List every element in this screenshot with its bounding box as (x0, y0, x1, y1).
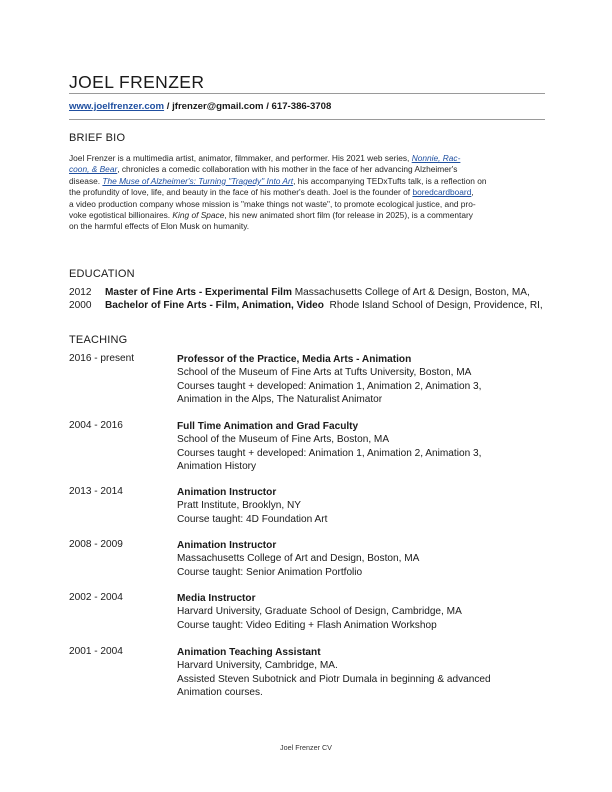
teaching-entry (177, 539, 419, 579)
teaching-detail: School of the Museum of Fine Arts at Tufts University, Boston, MA (177, 367, 472, 379)
teaching-years: 2013 - 2014 (69, 486, 123, 497)
bio-text: the profundity of love, life, and beauty in the face of his mother's death. Joel is the founder of (69, 187, 413, 198)
bio-text: voke egotistical billionaires. (69, 210, 173, 221)
teaching-entry (177, 353, 481, 407)
education-year: 2000 (69, 300, 92, 311)
teaching-years: 2008 - 2009 (69, 539, 123, 550)
web-series-link[interactable]: coon, & Bear (69, 164, 118, 175)
teaching-detail: Animation History (177, 461, 257, 473)
bio-heading: BRIEF BIO (69, 132, 126, 144)
teaching-detail: Course taught: Senior Animation Portfolio (177, 566, 363, 578)
boredcardboard-link[interactable]: boredcardboard (412, 187, 472, 198)
header-divider-bottom (69, 119, 545, 120)
education-year: 2012 (69, 287, 92, 298)
phone-text: 617-386-3708 (271, 101, 332, 112)
header-divider-top (69, 93, 545, 94)
ted-talk-link[interactable]: The Muse of Alzheimer's: Turning "Tragedy" Into Art (102, 175, 294, 186)
teaching-years: 2016 - present (69, 353, 135, 364)
teaching-detail: Pratt Institute, Brooklyn, NY (177, 500, 301, 512)
bio-text: , his accompanying TEDxTufts talk, is a reflection on (293, 175, 487, 186)
bio-text: , chronicles a comedic collaboration with his mother in the face of her advancing Alzheimer's (117, 164, 458, 175)
website-link[interactable]: www.joelfrenzer.com (69, 101, 165, 112)
bio-text: a video production company whose mission is "make things not waste", to promote ecological justice, and pro- (69, 198, 476, 209)
teaching-detail: Course taught: Video Editing + Flash Animation Workshop (177, 619, 437, 631)
bio-text: Joel Frenzer is a multimedia artist, animator, filmmaker, and performer. His 2021 web series, (69, 153, 412, 163)
page-footer: Joel Frenzer CV (280, 743, 332, 752)
teaching-years: 2002 - 2004 (69, 592, 123, 603)
teaching-detail: School of the Museum of Fine Arts, Boston, MA (177, 434, 390, 446)
teaching-detail: Assisted Steven Subotnick and Piotr Dumala in beginning & advanced (177, 673, 491, 685)
bio-text: , (471, 187, 474, 198)
web-series-link[interactable]: Nonnie, Rac- (411, 153, 461, 163)
film-title: King of Space (172, 210, 225, 221)
teaching-title: Animation Instructor (177, 540, 277, 551)
contact-separator: / (263, 101, 272, 112)
bio-text: disease. (69, 175, 103, 186)
teaching-title: Full Time Animation and Grad Faculty (177, 421, 359, 432)
education-degree: Bachelor of Fine Arts - Film, Animation, Video (105, 300, 324, 311)
teaching-heading: TEACHING (69, 334, 128, 346)
email-text: jfrenzer@gmail.com (172, 101, 264, 112)
teaching-detail: Courses taught + developed: Animation 1, Animation 2, Animation 3, (177, 447, 482, 459)
education-degree: Master of Fine Arts - Experimental Film (105, 287, 292, 298)
teaching-title: Animation Instructor (177, 487, 277, 498)
education-school: Rhode Island School of Design, Providence, RI, (323, 300, 543, 311)
page-title: JOEL FRENZER (69, 72, 205, 92)
teaching-years: 2004 - 2016 (69, 420, 123, 431)
bio-text: on the harmful effects of Elon Musk on humanity. (69, 221, 250, 232)
education-heading: EDUCATION (69, 268, 135, 280)
teaching-title: Media Instructor (177, 593, 256, 604)
teaching-entry (177, 592, 462, 632)
teaching-entry (177, 646, 491, 700)
teaching-entry (177, 420, 481, 474)
contact-separator: / (164, 101, 173, 112)
teaching-title: Professor of the Practice, Media Arts - Animation (177, 354, 412, 365)
education-item (69, 287, 530, 298)
teaching-detail: Animation courses. (177, 687, 263, 699)
contact-line (69, 101, 331, 112)
education-school: Massachusetts College of Art & Design, Boston, MA, (291, 287, 530, 298)
education-item (69, 300, 543, 311)
bio-paragraph (69, 153, 547, 233)
teaching-entry (177, 486, 327, 526)
teaching-detail: Courses taught + developed: Animation 1, Animation 2, Animation 3, (177, 380, 482, 392)
teaching-detail: Course taught: 4D Foundation Art (177, 513, 328, 525)
teaching-detail: Massachusetts College of Art and Design, Boston, MA (177, 553, 420, 565)
teaching-detail: Animation in the Alps, The Naturalist Animator (177, 394, 383, 406)
teaching-detail: Harvard University, Graduate School of Design, Cambridge, MA (177, 606, 462, 618)
teaching-years: 2001 - 2004 (69, 646, 123, 657)
bio-text: , his new animated short film (for release in 2025), is a commentary (224, 210, 473, 221)
teaching-detail: Harvard University, Cambridge, MA. (177, 660, 338, 672)
teaching-title: Animation Teaching Assistant (177, 647, 321, 658)
